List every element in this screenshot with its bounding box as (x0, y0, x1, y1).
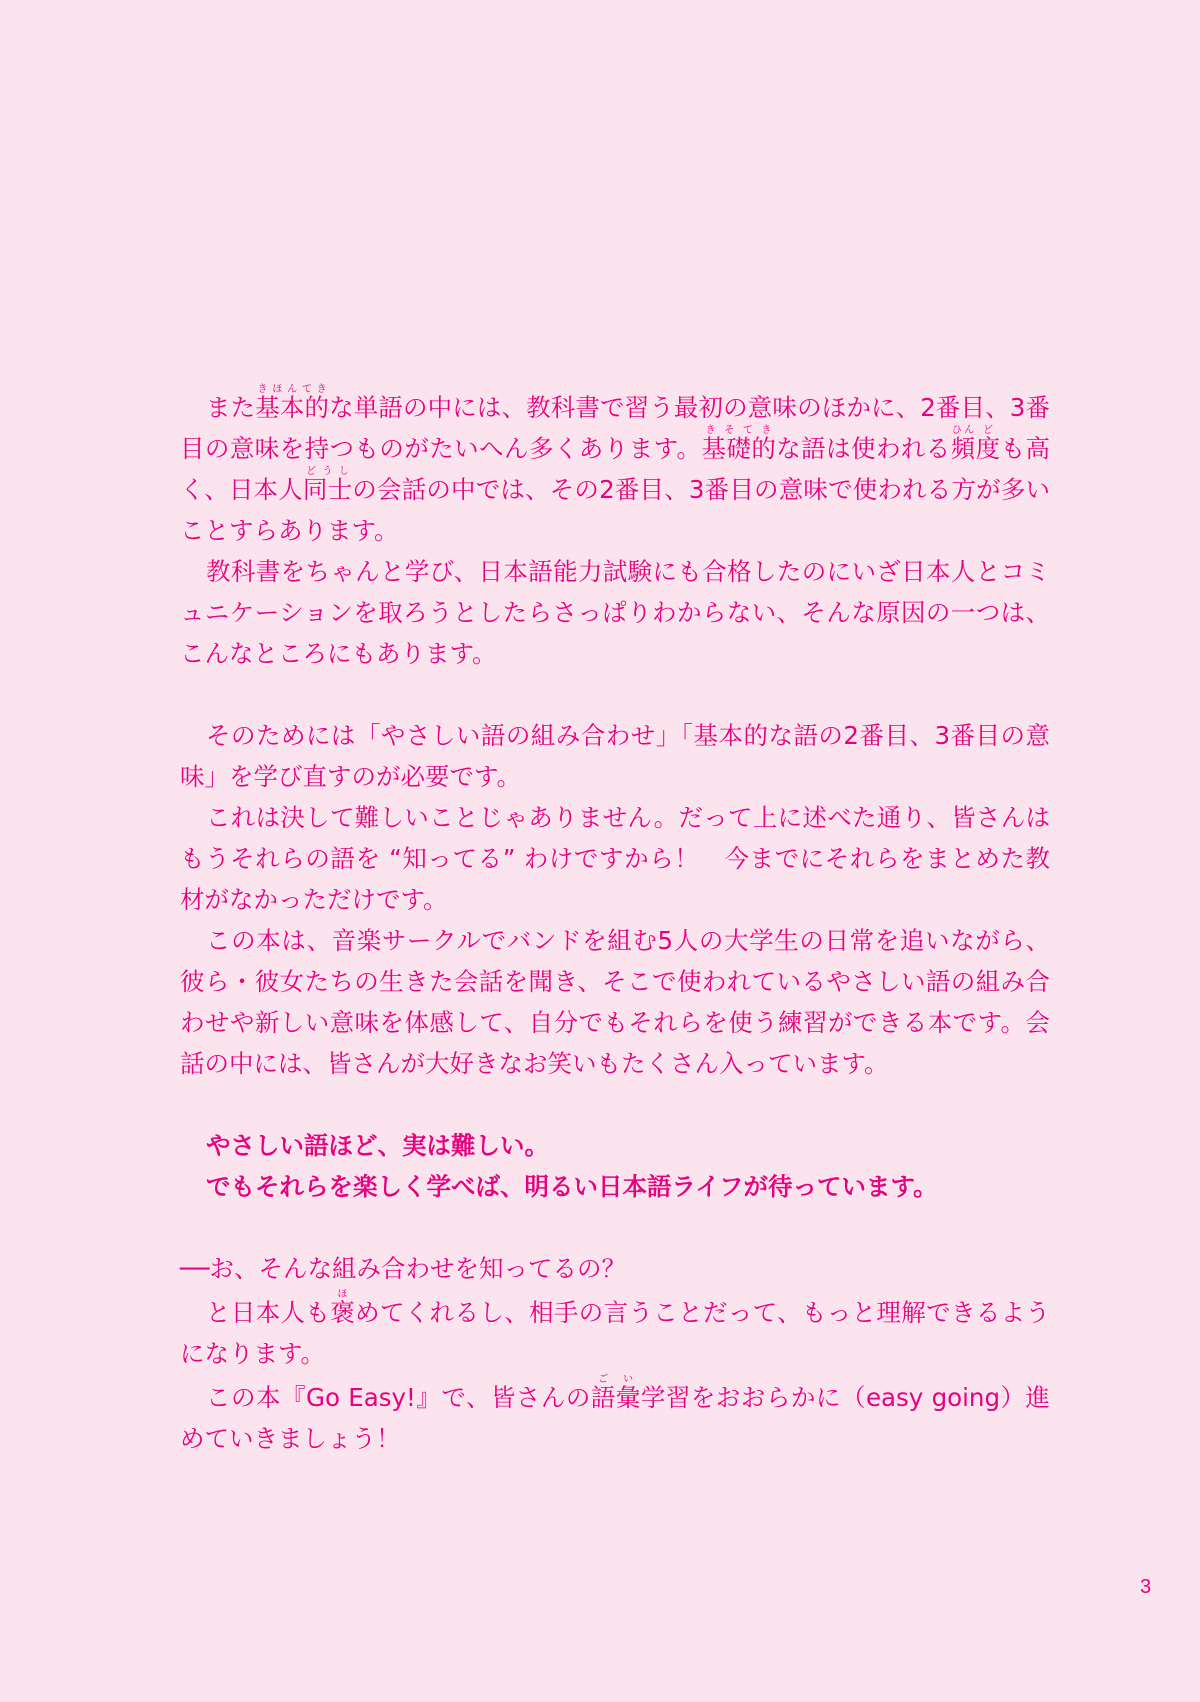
text-run: また (206, 393, 256, 422)
ruby-base: 基礎的 (701, 434, 777, 463)
highlight-line-2: でもそれらを楽しく学べば、明るい日本語ライフが待っています。 (206, 1172, 938, 1201)
page-body (180, 384, 1050, 1459)
ruby-base: 褒 (330, 1298, 356, 1327)
text-run: めてくれるし、相手の言うことだって、もっと理解できるようになります。 (180, 1298, 1051, 1368)
paragraph-intro (180, 384, 1050, 551)
text-run: 学習をおおらかに（easy going）進めていきましょう！ (180, 1383, 1051, 1453)
quote-line: ──お、そんな組み合わせを知ってるの？ (180, 1254, 626, 1283)
ruby-go (590, 1374, 616, 1412)
text-run: な語は使われる (776, 434, 951, 463)
paragraph-cause: 教科書をちゃんと学び、日本語能力試験にも合格したのにいざ日本人とコミュニケーションを取ろうとしたらさっぱりわからない、そんな原因の一つは、こんなところにもあります。 (180, 557, 1050, 668)
ruby-base: 頻 (950, 434, 976, 463)
ruby-text: どうし (302, 466, 353, 477)
text-run: この本『Go Easy!』で、皆さんの (206, 1383, 591, 1412)
ruby-hin (950, 425, 976, 463)
paragraph-closing (180, 1374, 1050, 1459)
ruby-text: ど (975, 425, 1001, 436)
ruby-text: ほ (330, 1289, 355, 1300)
page-number: 3 (1140, 1576, 1152, 1598)
highlight-line-1: やさしい語ほど、実は難しい。 (206, 1131, 549, 1160)
text-run: も高く、日本人 (180, 434, 1051, 504)
text-run: の会話の中では、その2番目、3番目の意味で使われる方が多いことすらあります。 (180, 475, 1051, 545)
paragraph-praise (180, 1289, 1050, 1374)
ruby-doushi (302, 466, 353, 504)
spacer (180, 674, 1050, 715)
ruby-text: ひん (950, 425, 976, 436)
ruby-kihonteki (255, 384, 330, 422)
ruby-text: ご (590, 1374, 616, 1385)
ruby-i (615, 1374, 641, 1412)
ruby-base: 語 (590, 1383, 616, 1412)
ruby-base: 彙 (615, 1383, 641, 1412)
ruby-do (975, 425, 1001, 463)
ruby-text: い (615, 1374, 641, 1385)
spacer (180, 1084, 1050, 1125)
paragraph-not-difficult: これは決して難しいことじゃありません。だって上に述べた通り、皆さんはもうそれらの語を “知ってる” わけですから！ 今までにそれらをまとめた教材がなかっただけです。 (180, 803, 1050, 914)
ruby-homeru (330, 1289, 356, 1327)
paragraph-book-description: この本は、音楽サークルでバンドを組む5人の大学生の日常を追いながら、彼ら・彼女たちの生きた会話を聞き、そこで使われているやさしい語の組み合わせや新しい意味を体感して、自分でもそれらを使う練習ができる本です。会話の中には、皆さんが大好きなお笑いもたくさん入っています。 (180, 926, 1050, 1078)
ruby-kisoteki (701, 425, 777, 463)
paragraph-need: そのためには「やさしい語の組み合わせ」「基本的な語の2番目、3番目の意味」を学び直すのが必要です。 (180, 721, 1050, 791)
ruby-base: 度 (975, 434, 1001, 463)
ruby-base: 基本的 (255, 393, 330, 422)
ruby-text: きほんてき (255, 384, 330, 395)
text-run: と日本人も (206, 1298, 331, 1327)
ruby-base: 同士 (302, 475, 353, 504)
text-run: な単語の中には、教科書で習う最初の意味のほかに、2番目、3番目の意味を持つものがたいへん多くあります。 (180, 393, 1051, 463)
spacer (180, 1207, 1050, 1248)
ruby-text: きそてき (701, 425, 776, 436)
